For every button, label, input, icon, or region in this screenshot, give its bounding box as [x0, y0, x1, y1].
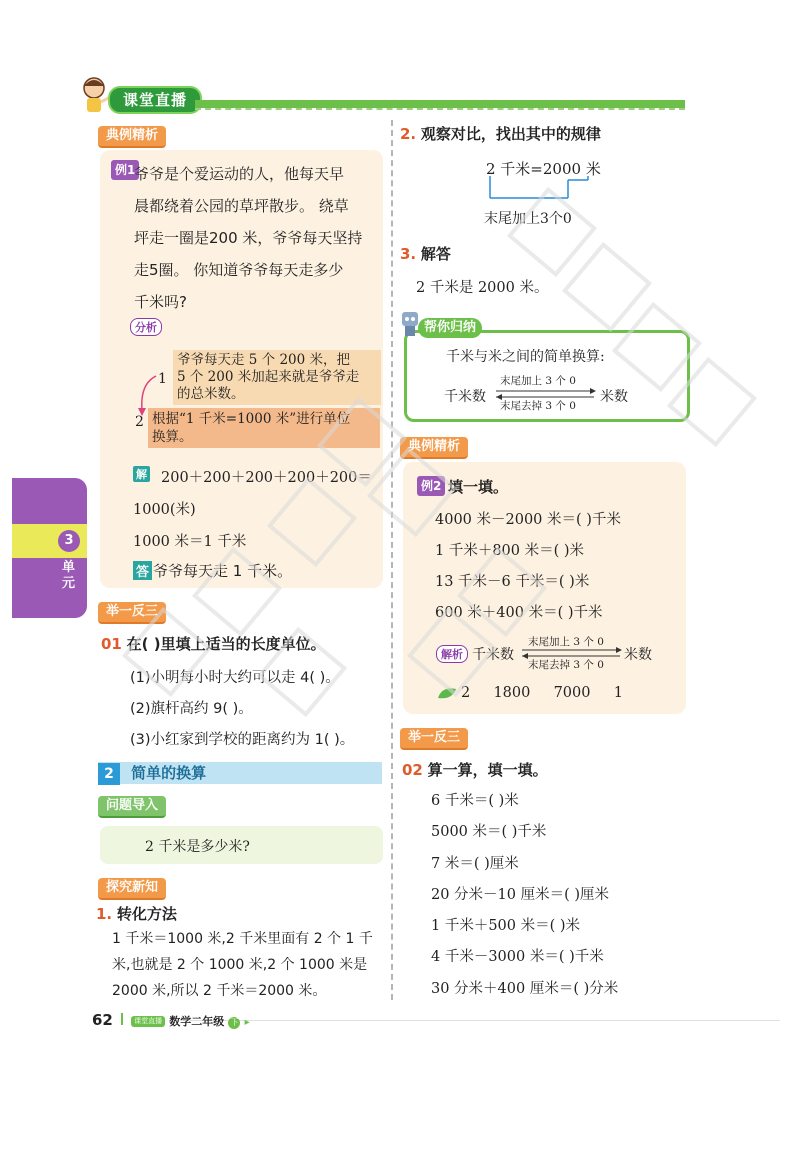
question-line: 晨都绕着公园的草坪散步。 绕草 — [134, 197, 349, 215]
page-number: 62 — [92, 1011, 113, 1029]
footer-divider — [121, 1013, 123, 1025]
question-line: 爷爷是个爱运动的人，他每天早 — [134, 165, 345, 183]
header-dashline — [195, 108, 685, 110]
q01-number: 01 — [101, 635, 122, 653]
section-tag-example2: 典例精析 — [400, 437, 468, 459]
section2-number: 2 — [98, 763, 120, 785]
step-line: 5 个 200 米加起来就是爷爷走 — [177, 369, 360, 385]
q02-item: 30 分米＋400 厘米＝( )分米 — [431, 980, 619, 997]
question-line: 坪走一圈是200 米，爷爷每天坚持 — [134, 229, 363, 247]
example2-answers — [461, 685, 623, 701]
step1-title — [96, 904, 177, 924]
solution-line: 1000(米) — [133, 502, 196, 518]
example2-item: 4000 米－2000 米＝( )千米 — [435, 512, 621, 528]
analysis-step2-number: 2 — [135, 414, 144, 430]
section2-header — [98, 762, 382, 784]
q01-text: 在( )里填上适当的长度单位。 — [126, 635, 326, 653]
column-divider — [391, 120, 393, 1000]
q01-item: (1)小明每小时大约可以走 4( )。 — [130, 670, 340, 686]
step2-equation: 2 千米=2000 米 — [486, 160, 601, 178]
intro-question: 2 千米是多少米? — [145, 839, 250, 855]
step-line: 换算。 — [152, 429, 193, 445]
example2-analysis-label: 解析 — [436, 645, 468, 663]
example2-title: 填一填。 — [448, 478, 509, 496]
step1-text: 转化方法 — [116, 905, 177, 923]
example1-badge: 例1 — [111, 160, 139, 180]
summary-top-arrow-text: 末尾加上 3 个 0 — [500, 375, 576, 387]
step2-note: 末尾加上3个0 — [484, 211, 572, 227]
example2-badge: 例2 — [417, 476, 445, 496]
practice-tag-2: 举一反三 — [400, 728, 468, 750]
summary-label: 帮你归纳 — [418, 318, 482, 338]
q02-number: 02 — [402, 761, 423, 779]
example2-item: 600 米＋400 米＝( )千米 — [435, 605, 603, 621]
analysis-step1-box — [173, 350, 381, 405]
footer — [92, 1011, 250, 1032]
summary-right-term: 米数 — [600, 389, 628, 405]
example2-item: 1 千米＋800 米＝( )米 — [435, 543, 585, 559]
q02-text: 算一算，填一填。 — [427, 761, 548, 779]
step1-line: 米,也就是 2 个 1000 米,2 个 1000 米是 — [112, 957, 368, 973]
unit-number: 3 — [58, 530, 80, 552]
q02-item: 7 米＝( )厘米 — [431, 855, 519, 872]
q02-item: 1 千米＋500 米＝( )米 — [431, 918, 581, 935]
step1-line: 2000 米,所以 2 千米＝2000 米。 — [112, 983, 327, 999]
answer-label: 答 — [133, 561, 152, 580]
step1-body — [112, 926, 387, 1004]
answer-value: 1800 — [493, 685, 531, 701]
q02-item: 6 千米＝( )米 — [431, 793, 519, 809]
robot-icon — [396, 306, 424, 340]
intro-tag: 问题导入 — [98, 796, 166, 818]
analysis-label: 分析 — [130, 318, 162, 336]
q01-item: (2)旗杆高约 9( )。 — [130, 701, 253, 717]
solution-line: 200＋200＋200＋200＋200＝ — [161, 470, 372, 486]
example2-top-arrow-text: 末尾加上 3 个 0 — [528, 636, 604, 648]
step-line: 根据“1 千米=1000 米”进行单位 — [152, 411, 351, 427]
header-title: 课堂直播 — [108, 86, 202, 114]
question-line: 走5圈。 你知道爷爷每天走多少 — [134, 261, 344, 279]
step-line: 爷爷每天走 5 个 200 米，把 — [177, 352, 351, 368]
summary-bottom-arrow-text: 末尾去掉 3 个 0 — [500, 400, 576, 412]
step-line: 的总米数。 — [177, 386, 245, 402]
answer-value: 1 — [613, 685, 623, 701]
header-bar — [195, 100, 685, 108]
step1-line: 1 千米＝1000 米,2 千米里面有 2 个 1 千 — [112, 931, 373, 947]
step3-text: 解答 — [420, 245, 451, 263]
answer-value: 7000 — [553, 685, 591, 701]
example2-bottom-arrow-text: 末尾去掉 3 个 0 — [528, 659, 604, 671]
example2-right-term: 米数 — [624, 647, 652, 663]
step2-number: 2. — [400, 125, 417, 143]
section2-title: 简单的换算 — [131, 764, 207, 782]
explore-tag: 探究新知 — [98, 878, 166, 900]
solution-label: 解 — [133, 466, 150, 482]
summary-text: 千米与米之间的简单换算: — [446, 349, 605, 365]
footer-term: 下 — [230, 1018, 239, 1027]
section-tag-example: 典例精析 — [98, 126, 166, 148]
step1-number: 1. — [96, 905, 113, 923]
step3-answer: 2 千米是 2000 米。 — [416, 280, 549, 296]
q02-item: 5000 米＝( )千米 — [431, 824, 547, 841]
analysis-step1-number: 1 — [158, 371, 167, 387]
example2-item: 13 千米－6 千米＝( )米 — [435, 574, 590, 590]
practice-tag: 举一反三 — [98, 602, 166, 624]
footer-arrow-icon: ▸ — [244, 1017, 250, 1028]
q02-items — [431, 786, 618, 1005]
question-line: 千米吗? — [134, 293, 187, 311]
step3-title — [400, 244, 451, 264]
example1-question — [134, 158, 379, 318]
footer-brand: 课堂直播 — [131, 1016, 165, 1027]
q02-title — [402, 760, 548, 780]
step2-text: 观察对比，找出其中的规律 — [420, 125, 601, 143]
q01-item: (3)小红家到学校的距离约为 1( )。 — [130, 732, 355, 748]
summary-left-term: 千米数 — [444, 389, 486, 405]
q02-item: 20 分米－10 厘米＝( )厘米 — [431, 886, 610, 903]
footer-rule — [190, 1020, 780, 1021]
footer-subject: 数学二年级 — [169, 1015, 225, 1028]
q02-item: 4 千米－3000 米＝( )千米 — [431, 949, 604, 966]
step3-number: 3. — [400, 245, 417, 263]
example2-left-term: 千米数 — [472, 647, 514, 663]
answer-value: 2 — [461, 685, 471, 701]
solution-line: 1000 米＝1 千米 — [133, 534, 247, 550]
answer-text: 爷爷每天走 1 千米。 — [153, 562, 293, 580]
unit-label: 单元 — [62, 560, 76, 591]
step2-title — [400, 124, 601, 144]
